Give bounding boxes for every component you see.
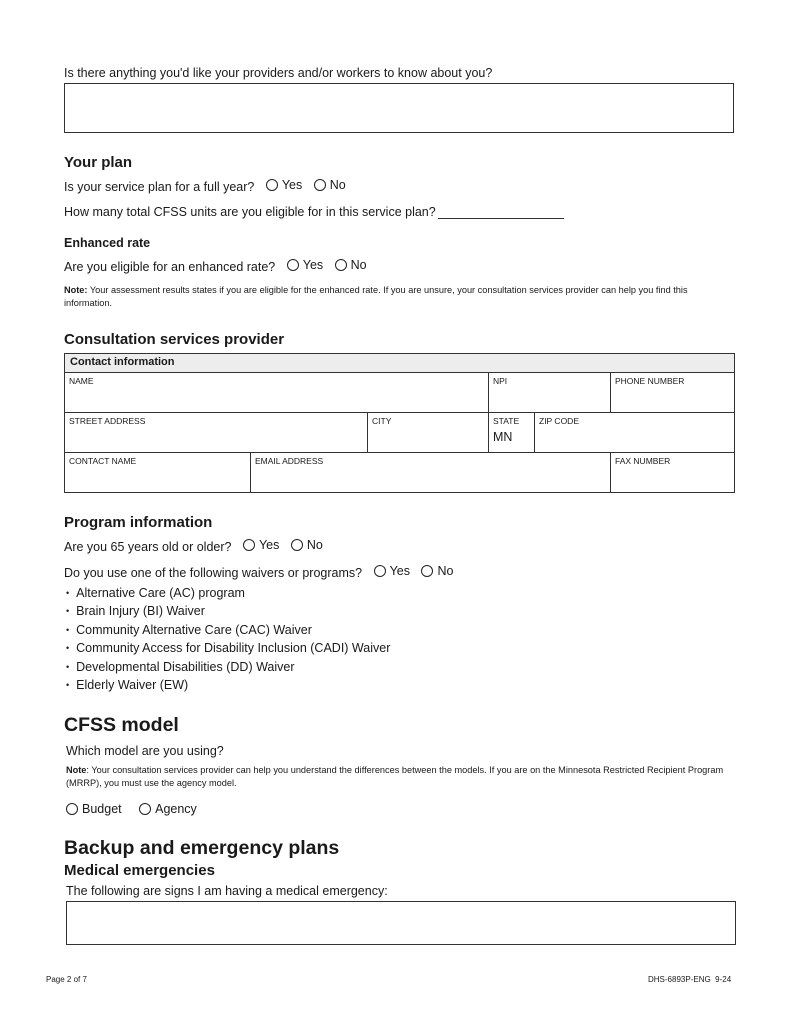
npi-field[interactable]: NPI (489, 373, 611, 413)
enhanced-note: Note: Your assessment results states if you are eligible for the enhanced rate. If you are unsure, your consultation services provider can help you find this information. (64, 285, 688, 308)
enhanced-no-radio[interactable]: No (335, 258, 367, 272)
waivers-row (64, 564, 453, 580)
radio-circle-icon (314, 179, 326, 191)
list-item: • Community Alternative Care (CAC) Waiver (66, 621, 390, 639)
program-heading: Program information (64, 514, 213, 531)
radio-circle-icon (421, 565, 433, 577)
full-year-question: Is your service plan for a full year? (64, 180, 255, 194)
age-question: Are you 65 years old or older? (64, 540, 232, 554)
cfss-model-heading: CFSS model (64, 714, 179, 736)
radio-circle-icon (139, 803, 151, 815)
list-item: • Elderly Waiver (EW) (66, 676, 390, 694)
contact-name-field[interactable]: CONTACT NAME (65, 453, 251, 493)
waivers-yes-radio[interactable]: Yes (374, 564, 410, 578)
list-item: • Brain Injury (BI) Waiver (66, 602, 390, 620)
form-id: DHS-6893P-ENG 9-24 (648, 975, 732, 984)
phone-field[interactable]: PHONE NUMBER (611, 373, 735, 413)
list-item: • Developmental Disabilities (DD) Waiver (66, 658, 390, 676)
name-field[interactable]: NAME (65, 373, 489, 413)
providers-question: Is there anything you'd like your providers and/or workers to know about you? (64, 66, 493, 80)
consultation-heading: Consultation services provider (64, 331, 285, 348)
cfss-question: Which model are you using? (66, 744, 224, 758)
full-year-no-radio[interactable]: No (314, 178, 346, 192)
radio-circle-icon (243, 539, 255, 551)
radio-circle-icon (287, 259, 299, 271)
enhanced-yes-radio[interactable]: Yes (287, 258, 323, 272)
units-input[interactable] (438, 206, 564, 219)
contact-information-header: Contact information (65, 354, 735, 373)
age-yes-radio[interactable]: Yes (243, 538, 279, 552)
page-number: Page 2 of 7 (46, 975, 87, 984)
email-field[interactable]: EMAIL ADDRESS (251, 453, 611, 493)
medical-emergencies-heading: Medical emergencies (64, 862, 215, 879)
enhanced-rate-heading: Enhanced rate (64, 236, 151, 250)
providers-textbox[interactable] (64, 83, 734, 133)
city-field[interactable]: CITY (368, 413, 489, 453)
radio-circle-icon (266, 179, 278, 191)
zip-field[interactable]: ZIP CODE (535, 413, 735, 453)
radio-circle-icon (291, 539, 303, 551)
list-item: • Community Access for Disability Inclusion (CADI) Waiver (66, 639, 390, 657)
list-item: • Alternative Care (AC) program (66, 584, 390, 602)
your-plan-heading: Your plan (64, 154, 133, 171)
radio-circle-icon (66, 803, 78, 815)
state-value: MN (493, 430, 513, 444)
full-year-yes-radio[interactable]: Yes (266, 178, 302, 192)
full-year-row (64, 178, 346, 194)
medical-emergency-textbox[interactable] (66, 901, 736, 945)
budget-radio[interactable]: Budget (66, 802, 122, 816)
radio-circle-icon (374, 565, 386, 577)
waivers-question: Do you use one of the following waivers or programs? (64, 566, 363, 580)
agency-radio[interactable]: Agency (139, 802, 197, 816)
fax-field[interactable]: FAX NUMBER (611, 453, 735, 493)
medical-emergency-question: The following are signs I am having a medical emergency: (66, 884, 388, 898)
units-row (64, 205, 564, 219)
contact-information-table (64, 353, 735, 493)
cfss-options-row (66, 802, 197, 818)
cfss-note: Note: Your consultation services provider can help you understand the differences between the models. If you are on the Minnesota Restricted Recipient Program (MRRP), you must use the agency model. (66, 765, 724, 788)
state-field[interactable]: STATE MN (489, 413, 535, 453)
enhanced-row (64, 258, 367, 274)
age-row (64, 538, 323, 554)
street-field[interactable]: STREET ADDRESS (65, 413, 368, 453)
waivers-list (66, 584, 390, 694)
units-question: How many total CFSS units are you eligible for in this service plan? (64, 205, 436, 219)
enhanced-question: Are you eligible for an enhanced rate? (64, 260, 276, 274)
age-no-radio[interactable]: No (291, 538, 323, 552)
backup-heading: Backup and emergency plans (64, 837, 340, 859)
radio-circle-icon (335, 259, 347, 271)
waivers-no-radio[interactable]: No (421, 564, 453, 578)
